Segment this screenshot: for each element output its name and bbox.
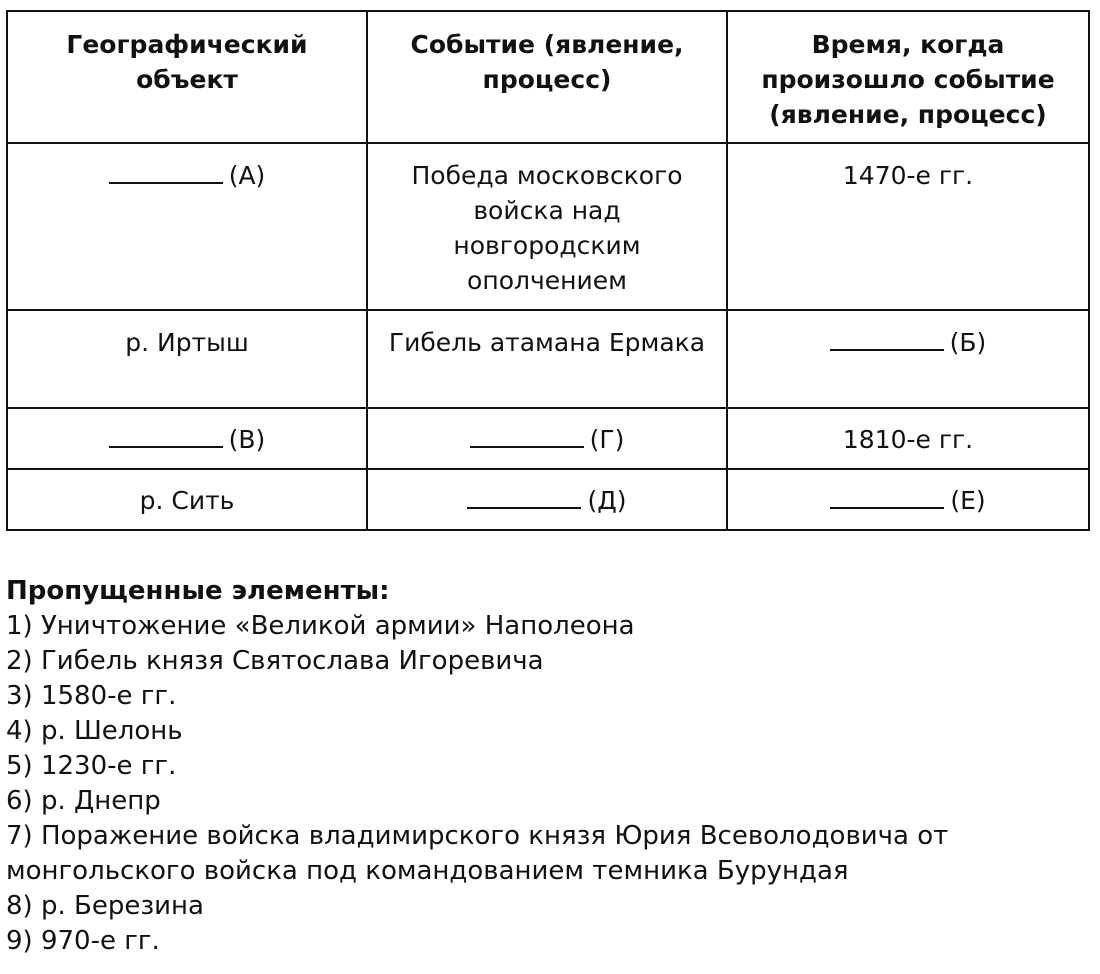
cell-time: 1470-е гг.: [727, 143, 1089, 310]
answer-blank: [830, 327, 944, 351]
blank-letter: (Д): [587, 486, 627, 515]
answer-blank: [830, 485, 944, 509]
list-item: 6) р. Днепр: [6, 786, 161, 816]
list-item: 4) р. Шелонь: [6, 716, 183, 746]
table-row: [7, 143, 1089, 310]
answer-blank: [109, 424, 223, 448]
cell-time: [727, 469, 1089, 530]
list-item: 8) р. Березина: [6, 891, 204, 921]
cell-event: [367, 408, 727, 469]
list-item: 3) 1580-е гг.: [6, 681, 177, 711]
missing-elements-title: Пропущенные элементы:: [6, 576, 390, 606]
blank-letter: (Г): [589, 425, 625, 454]
table-row: [7, 310, 1089, 408]
missing-elements-section: [6, 574, 1086, 959]
list-item: 7) Поражение войска владимирского князя Юрия Всеволодовича от монгольского войска под командованием темника Бурундая: [6, 821, 949, 886]
history-table: [6, 10, 1090, 531]
answer-blank: [470, 424, 584, 448]
blank-letter: (А): [228, 161, 266, 190]
table-row: [7, 408, 1089, 469]
blank-letter: (Б): [949, 328, 987, 357]
answer-blank: [467, 485, 581, 509]
list-item: 9) 970-е гг.: [6, 926, 160, 956]
header-time: Время, когда произошло событие (явление, процесс): [727, 11, 1089, 143]
list-item: 5) 1230-е гг.: [6, 751, 177, 781]
cell-event: [367, 469, 727, 530]
blank-letter: (В): [228, 425, 266, 454]
cell-event: Гибель атамана Ермака: [367, 310, 727, 408]
table-row: [7, 469, 1089, 530]
cell-time: [727, 310, 1089, 408]
table-header-row: [7, 11, 1089, 143]
header-geographic-object: Географический объект: [7, 11, 367, 143]
cell-time: 1810-е гг.: [727, 408, 1089, 469]
list-item: 2) Гибель князя Святослава Игоревича: [6, 646, 544, 676]
list-item: 1) Уничтожение «Великой армии» Наполеона: [6, 611, 635, 641]
cell-object: р. Сить: [7, 469, 367, 530]
cell-object: [7, 408, 367, 469]
blank-letter: (Е): [950, 486, 986, 515]
answer-blank: [109, 160, 223, 184]
header-event: Событие (явление, процесс): [367, 11, 727, 143]
cell-object: [7, 143, 367, 310]
cell-object: р. Иртыш: [7, 310, 367, 408]
missing-elements-list: [6, 609, 1086, 959]
cell-event: Победа московского войска над новгородским ополчением: [367, 143, 727, 310]
